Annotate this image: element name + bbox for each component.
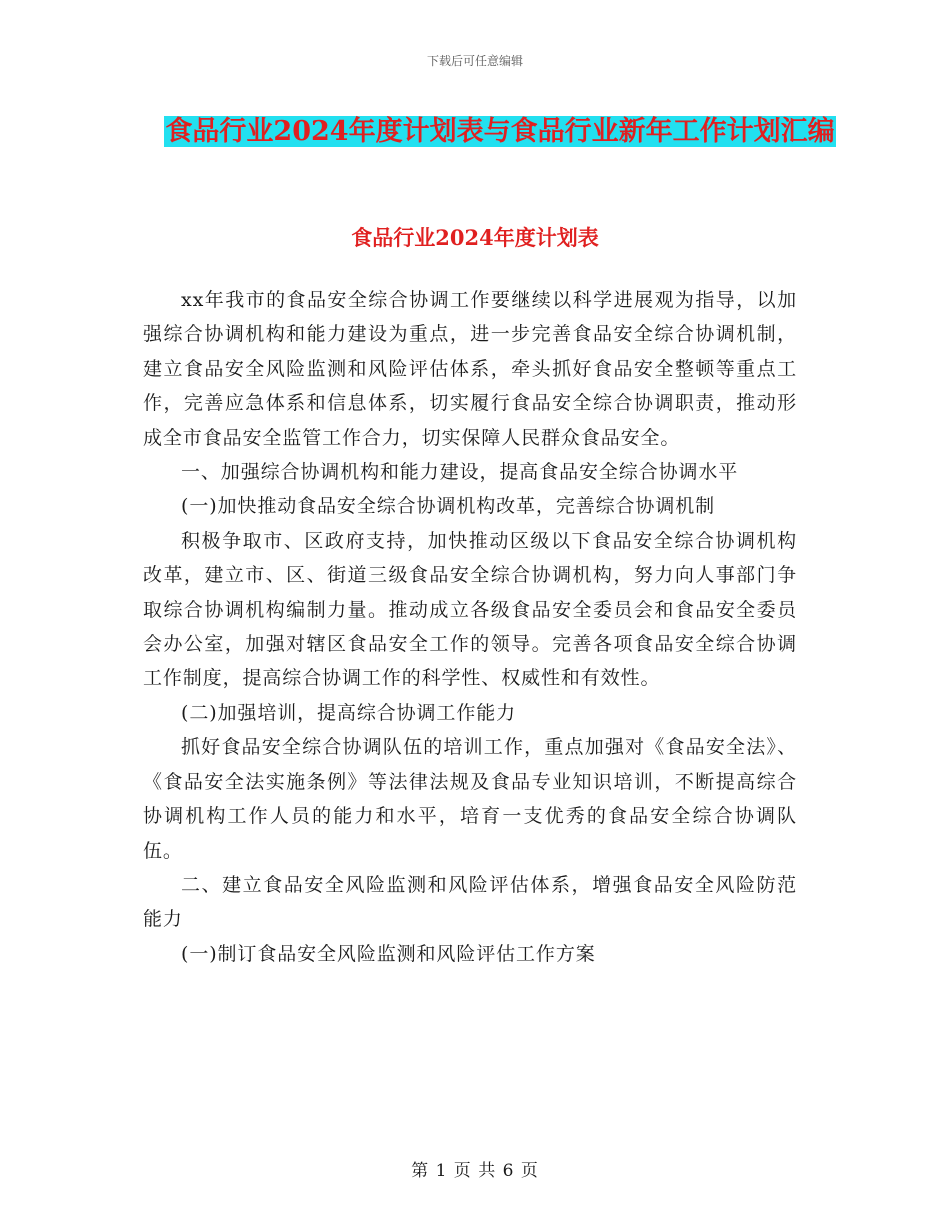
document-title-text: 食品行业2024年度计划表与食品行业新年工作计划汇编 bbox=[165, 116, 835, 147]
document-body bbox=[143, 283, 797, 971]
paragraph: 积极争取市、区政府支持，加快推动区级以下食品安全综合协调机构改革，建立市、区、街道三级食品安全综合协调机构，努力向人事部门争取综合协调机构编制力量。推动成立各级食品安全委员会和食品安全委员会办公室，加强对辖区食品安全工作的领导。完善各项食品安全综合协调工作制度，提高综合协调工作的科学性、权威性和有效性。 bbox=[143, 529, 797, 690]
page-header-note: 下载后可任意编辑 bbox=[426, 54, 523, 68]
paragraph: xx年我市的食品安全综合协调工作要继续以科学进展观为指导，以加强综合协调机构和能力建设为重点，进一步完善食品安全综合协调机制，建立食品安全风险监测和风险评估体系，牵头抓好食品安全整顿等重点工作，完善应急体系和信息体系，切实履行食品安全综合协调职责，推动形成全市食品安全监管工作合力，切实保障人民群众食品安全。 bbox=[143, 289, 797, 449]
paragraph: 抓好食品安全综合协调队伍的培训工作，重点加强对《食品安全法》、《食品安全法实施条例》等法律法规及食品专业知识培训，不断提高综合协调机构工作人员的能力和水平，培育一支优秀的食品安全综合协调队伍。 bbox=[143, 736, 797, 862]
document-title bbox=[100, 108, 900, 156]
paragraph: (二)加强培训，提高综合协调工作能力 bbox=[181, 701, 517, 724]
section-title: 食品行业2024年度计划表 bbox=[351, 225, 599, 250]
paragraph: 二、建立食品安全风险监测和风险评估体系，增强食品安全风险防范能力 bbox=[143, 873, 797, 931]
paragraph: (一)制订食品安全风险监测和风险评估工作方案 bbox=[181, 942, 596, 965]
page-number: 第 1 页 共 6 页 bbox=[411, 1161, 539, 1181]
paragraph: (一)加快推动食品安全综合协调机构改革，完善综合协调机制 bbox=[181, 495, 716, 518]
paragraph: 一、加强综合协调机构和能力建设，提高食品安全综合协调水平 bbox=[181, 461, 739, 484]
